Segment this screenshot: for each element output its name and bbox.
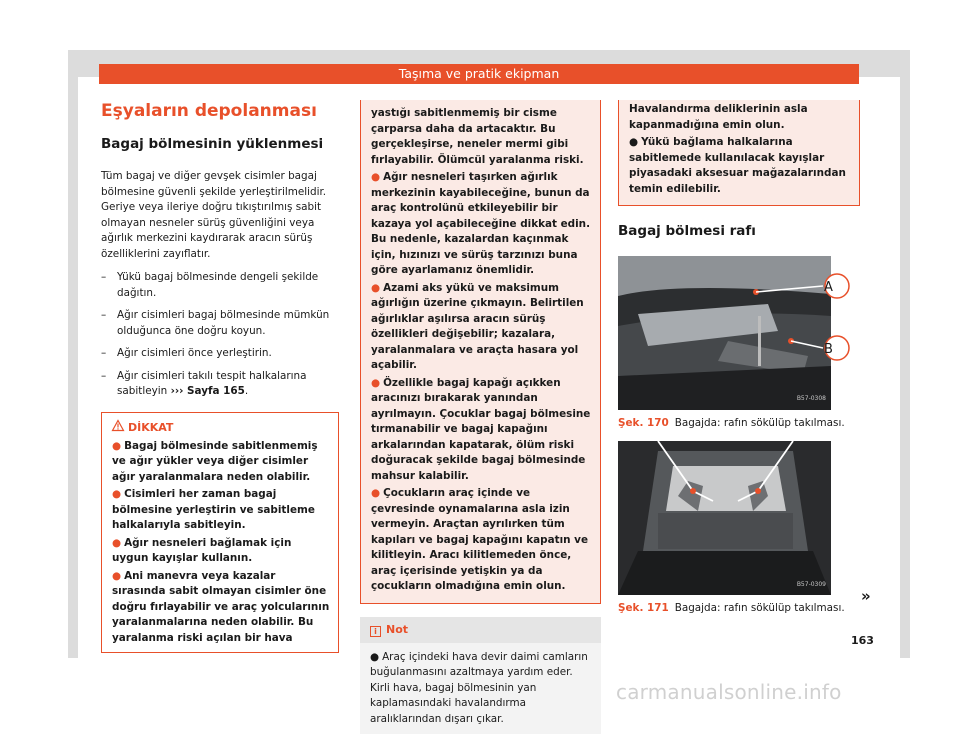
bullet-icon: ● xyxy=(371,487,380,499)
section-heading: Bagaj bölmesi rafı xyxy=(618,224,860,240)
warning-item xyxy=(371,170,592,279)
callout-label-a: A xyxy=(824,280,833,295)
warning-text: Cisimleri her zaman bagaj bölmesine yerleştirin ve sabitleme halkalarıyla sabitleyin. xyxy=(112,488,315,531)
step-item: – Ağır cisimleri bagaj bölmesinde mümkün olduğunca öne doğru koyun. xyxy=(101,308,339,339)
step-item: – Yükü bagaj bölmesinde dengeli şekilde dağıtın. xyxy=(101,270,339,301)
section-title: Eşyaların depolanması xyxy=(101,100,339,122)
warning-triangle-icon xyxy=(112,419,124,437)
bullet-icon: ● xyxy=(112,440,121,452)
bullet-icon: ● xyxy=(112,570,121,582)
warning-item xyxy=(102,569,338,653)
warning-continued-box xyxy=(618,100,860,206)
warning-text: Bagaj bölmesinde sabitlenmemiş ve ağır yükler veya diğer cisimler ağır yaralanmalara neden olabilir. xyxy=(112,440,318,483)
caption-text: Bagajda: rafın sökülüp takılması. xyxy=(675,417,845,429)
watermark: carmanualsonline.info xyxy=(616,680,842,704)
column-3 xyxy=(618,100,860,627)
figure-number: Şek. 170 xyxy=(618,417,669,429)
warning-text: Çocukların araç içinde ve çevresinde oynamalarına asla izin vermeyin. Araçtan ayrılırken tüm kapıları ve bagaj kapağını kapatın ve kilitleyin. Aracı kilitlemeden önce, araç içerisinde yetişkin ya da çocukların olmadığına emin olun. xyxy=(371,487,588,592)
bullet-icon: ● xyxy=(371,171,380,183)
warning-item xyxy=(371,281,592,374)
warning-item xyxy=(629,135,851,197)
figure-number: Şek. 171 xyxy=(618,602,669,614)
note-text: Araç içindeki hava devir daimi camların buğulanmasını azaltmaya yardım eder. Kirli hava, bagaj bölmesinin yan kaplamasındaki havalandırma aralıklarından dışarı çıkar. xyxy=(370,651,588,725)
warning-item xyxy=(102,487,338,534)
warning-item xyxy=(102,536,338,567)
callout-label-b: B xyxy=(824,342,833,357)
figure-caption xyxy=(618,601,860,617)
warning-text: Özellikle bagaj kapağı açıkken aracınızı bırakarak yanından ayrılmayın. Çocuklar bagaj bölmesine tırmanabilir ve bagaj kapağını arkalarından kapatarak, ölüm riski doğuracak şekilde bagaj bölmesinde mahsur kalabilir. xyxy=(371,377,590,482)
intro-paragraph: Tüm bagaj ve diğer gevşek cisimler bagaj bölmesine güvenli şekilde yerleştirilmelidir. Geriye veya ileriye doğru tıkıştırılmış sabit olmayan nesneler sürüş güvenliğini veya ağırlık merkezini kaydırarak aracın sürüş özelliklerini zayıflatır. xyxy=(101,169,339,262)
warning-text: Yükü bağlama halkalarına sabitlemede kullanılacak kayışlar piyasadaki aksesuar mağazalarından temin edilebilir. xyxy=(629,136,846,195)
figure-code: B57-0308 xyxy=(797,391,826,407)
figure-code: B57-0309 xyxy=(797,577,826,593)
step-item: – Ağır cisimleri önce yerleştirin. xyxy=(101,346,339,362)
warning-continued-text: Havalandırma deliklerinin asla kapanmadığına emin olun. xyxy=(629,102,851,133)
warning-continued-box xyxy=(360,100,601,604)
note-box xyxy=(360,617,601,734)
info-icon: i xyxy=(370,626,381,637)
warning-text: Ani manevra veya kazalar sırasında sabit olmayan cisimler öne doğru fırlayabilir ve araç yolcularının yaralanmalarına neden olabilir. Bu yaralanma riski açılan bir hava xyxy=(112,570,329,644)
figure-171-image xyxy=(618,441,831,595)
warning-continued-text: yastığı sabitlenmemiş bir cisme çarparsa daha da artacaktır. Bu gerçekleşirse, neneler mermi gibi fırlayabilir. Ölümcül yaralanma riski. xyxy=(371,106,592,168)
bullet-icon: ● xyxy=(629,136,638,148)
step-end: . xyxy=(245,385,248,397)
step-text: Ağır cisimleri takılı tespit halkalarına sabitleyin xyxy=(117,370,307,398)
warning-item xyxy=(102,439,338,486)
warning-title xyxy=(102,413,338,437)
warning-box xyxy=(101,412,339,654)
continue-arrow-icon: » xyxy=(861,587,871,605)
warning-text: Ağır nesneleri bağlamak için uygun kayışlar kullanın. xyxy=(112,537,291,565)
column-1 xyxy=(101,100,339,653)
subsection-title: Bagaj bölmesinin yüklenmesi xyxy=(101,135,339,153)
bullet-icon: ● xyxy=(371,377,380,389)
caption-text: Bagajda: rafın sökülüp takılması. xyxy=(675,602,845,614)
bullet-icon: ● xyxy=(112,488,121,500)
figure-170-image xyxy=(618,256,831,410)
chapter-header: Taşıma ve pratik ekipman xyxy=(99,64,859,84)
note-title-text: Not xyxy=(386,623,408,636)
note-item xyxy=(360,643,601,734)
warning-item xyxy=(371,376,592,485)
bullet-icon: ● xyxy=(370,651,379,663)
page-number: 163 xyxy=(851,634,874,647)
bullet-icon: ● xyxy=(371,282,380,294)
warning-text: Ağır nesneleri taşırken ağırlık merkezinin kayabileceğine, bunun da araç kontrolünü etkileyebilir bir kazaya yol açabileceğine dikkat edin. Bu nedenle, kazalardan kaçınmak için, hızınızı ve sürüş tarzınızı buna göre ayarlamanız önemlidir. xyxy=(371,171,590,276)
step-item xyxy=(101,369,339,400)
warning-item xyxy=(371,486,592,595)
bullet-icon: ● xyxy=(112,537,121,549)
page-reference-link[interactable]: ››› Sayfa 165 xyxy=(171,385,245,397)
column-2 xyxy=(360,100,601,734)
figure-caption xyxy=(618,416,860,432)
note-title xyxy=(360,617,601,643)
warning-title-text: DİKKAT xyxy=(128,421,173,434)
warning-text: Azami aks yükü ve maksimum ağırlığın üzerine çıkmayın. Belirtilen ağırlıklar aşılırsa aracın sürüş özellikleri değişebilir; kazalara, yaralanmalara ve araçta hasara yol açabilir. xyxy=(371,282,584,372)
